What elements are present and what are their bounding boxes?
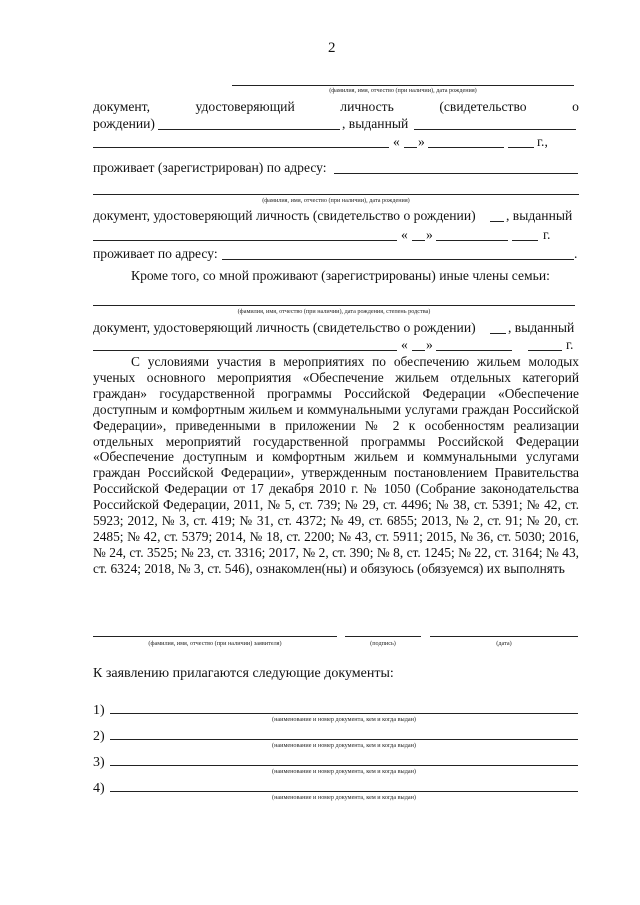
- block1-date-quote-open: «: [393, 134, 400, 149]
- block2-day-field[interactable]: [412, 240, 425, 241]
- attachment-caption-4: (наименование и номер документа, кем и когда выдан): [272, 794, 416, 801]
- block1-doc-line2-start: рождении): [93, 116, 155, 131]
- block1-document-line: документ, удостоверяющий личность (свидетельство о: [93, 99, 579, 114]
- block3-date-quote-open: «: [401, 337, 408, 352]
- block1-address-field[interactable]: [334, 173, 578, 174]
- block3-name-line[interactable]: [93, 305, 575, 306]
- signature-date-caption: (дата): [496, 640, 512, 647]
- block2-address-label: проживает по адресу:: [93, 246, 218, 261]
- signature-name-line[interactable]: [93, 636, 337, 637]
- block2-issued-by-field[interactable]: [93, 240, 397, 241]
- block1-year-label: г.,: [537, 134, 548, 149]
- attachment-caption-3: (наименование и номер документа, кем и когда выдан): [272, 768, 416, 775]
- attachments-heading: К заявлению прилагаются следующие документы:: [93, 666, 394, 681]
- block2-issued-label: , выданный: [506, 208, 573, 223]
- block2-document-label: документ, удостоверяющий личность (свидетельство о рождении): [93, 208, 476, 223]
- attachment-number-2: 2): [93, 729, 105, 744]
- block1-address-label: проживает (зарегистрирован) по адресу:: [93, 160, 327, 175]
- block2-document-field[interactable]: [490, 221, 504, 222]
- block3-date-quote-close: »: [426, 337, 433, 352]
- page-number: 2: [328, 40, 336, 56]
- family-members-intro: Кроме того, со мной проживают (зарегистрированы) иные члены семьи:: [131, 268, 550, 283]
- block1-issued-by-field[interactable]: [414, 129, 576, 130]
- block2-address-end: .: [574, 246, 578, 261]
- signature-name-caption: (фамилия, имя, отчество (при наличии) заявителя): [148, 640, 282, 647]
- block3-day-field[interactable]: [412, 350, 425, 351]
- block1-year-field[interactable]: [508, 147, 534, 148]
- block2-name-caption: (фамилия, имя, отчество (при наличии), дата рождения): [262, 197, 410, 204]
- block3-document-field[interactable]: [490, 333, 506, 334]
- attachment-line-3[interactable]: [110, 765, 578, 766]
- block1-date-quote-close: »: [418, 134, 425, 149]
- block1-issued-by-field-2[interactable]: [93, 147, 389, 148]
- block2-year-label: г.: [543, 227, 551, 242]
- block2-date-quote-open: «: [401, 227, 408, 242]
- block3-month-field[interactable]: [436, 350, 512, 351]
- attachment-caption-1: (наименование и номер документа, кем и когда выдан): [272, 716, 416, 723]
- attachment-number-3: 3): [93, 755, 105, 770]
- attachment-number-4: 4): [93, 781, 105, 796]
- conditions-paragraph: С условиями участия в мероприятиях по обеспечению жильем молодых ученых основного мероприятия «Обеспечение жильем отдельных категорий граждан» государственной программы Российской Федерации «Обеспечение доступным и комфортным жильем и коммунальными услугами граждан Российской Федерации», приведенными в приложении № 2 к особенностям реализации отдельных мероприятий государственной программы Российской Федерации «Обеспечение доступным и комфортным жильем и коммунальными услугами граждан Российской Федерации», утвержденным постановлением Правительства Российской Федерации от 17 декабря 2010 г. № 1050 (Собрание законодательства Российской Федерации, 2011, № 5, ст. 739; № 29, ст. 4496; № 38, ст. 5391; № 42, ст. 5923; 2012, № 3, ст. 419; № 31, ст. 4372; № 49, ст. 6855; 2013, № 2, ст. 91; № 20, ст. 2485; № 42, ст. 5379; 2014, № 18, ст. 2200; № 43, ст. 5911; 2015, № 36, ст. 5030; 2016, № 24, ст. 3525; № 23, ст. 3316; 2017, № 2, ст. 390; № 8, ст. 1245; № 22, ст. 3164; № 43, ст. 6324; 2018, № 3, ст. 546), ознакомлен(ны) и обязуюсь (обязуемся) их выполнять: [93, 354, 579, 576]
- signature-date-line[interactable]: [430, 636, 578, 637]
- block3-year-label: г.: [566, 337, 574, 352]
- block2-month-field[interactable]: [436, 240, 508, 241]
- attachment-number-1: 1): [93, 703, 105, 718]
- block1-document-field[interactable]: [158, 129, 340, 130]
- signature-line[interactable]: [345, 636, 421, 637]
- block2-address-field[interactable]: [222, 259, 574, 260]
- block2-date-quote-close: »: [426, 227, 433, 242]
- attachment-line-1[interactable]: [110, 713, 578, 714]
- applicant-name-line[interactable]: [232, 85, 574, 86]
- block1-month-field[interactable]: [428, 147, 504, 148]
- block3-document-label: документ, удостоверяющий личность (свидетельство о рождении): [93, 320, 476, 335]
- block3-issued-by-field[interactable]: [93, 350, 397, 351]
- applicant-name-caption: (фамилия, имя, отчество (при наличии), дата рождения): [329, 87, 477, 94]
- block2-name-line[interactable]: [93, 194, 579, 195]
- block2-year-field[interactable]: [512, 240, 538, 241]
- attachment-line-4[interactable]: [110, 791, 578, 792]
- block3-issued-label: , выданный: [508, 320, 575, 335]
- attachment-caption-2: (наименование и номер документа, кем и когда выдан): [272, 742, 416, 749]
- block3-name-caption: (фамилия, имя, отчество (при наличии), дата рождения, степень родства): [237, 308, 431, 315]
- block1-day-field[interactable]: [404, 147, 417, 148]
- block3-year-field[interactable]: [528, 350, 562, 351]
- block1-issued-label: , выданный: [342, 116, 409, 131]
- attachment-line-2[interactable]: [110, 739, 578, 740]
- signature-caption: (подпись): [370, 640, 396, 647]
